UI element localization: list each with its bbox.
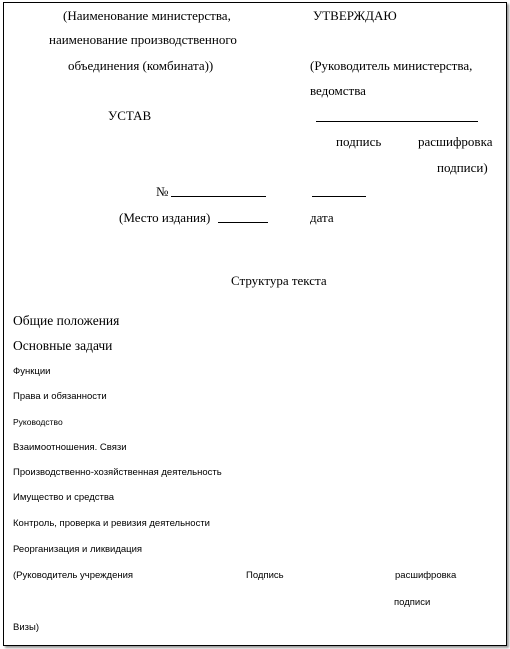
- section-item: Производственно-хозяйственная деятельность: [13, 467, 222, 478]
- charter-title: УСТАВ: [108, 108, 152, 123]
- section-item: Руководство: [13, 417, 63, 427]
- approval-line2: ведомства: [310, 83, 366, 98]
- section-item: Контроль, проверка и ревизия деятельности: [13, 518, 210, 529]
- section-item: Права и обязанности: [13, 391, 107, 402]
- place-line: [218, 222, 268, 223]
- signature-label: подпись: [336, 134, 382, 149]
- section-general: Общие положения: [13, 313, 120, 328]
- date-label: дата: [310, 210, 334, 225]
- decode-label-2: подписи): [437, 160, 488, 175]
- footer-decode-2: подписи: [394, 597, 431, 608]
- date-line: [312, 196, 366, 197]
- signature-line: [316, 121, 478, 122]
- section-item: Взаимоотношения. Связи: [13, 442, 127, 453]
- approval-title: УТВЕРЖДАЮ: [313, 8, 397, 23]
- number-label: №: [156, 184, 169, 199]
- footer-visas: Визы): [13, 622, 39, 633]
- section-item: Реорганизация и ликвидация: [13, 544, 143, 555]
- approval-line1: (Руководитель министерства,: [310, 58, 473, 73]
- place-label: (Место издания): [119, 210, 211, 225]
- structure-title: Структура текста: [231, 273, 327, 288]
- footer-signature: Подпись: [246, 570, 284, 581]
- footer-decode: расшифровка: [395, 570, 457, 581]
- footer-head: (Руководитель учреждения: [13, 570, 134, 581]
- ministry-name-line1: (Наименование министерства,: [63, 8, 231, 23]
- section-tasks: Основные задачи: [13, 338, 113, 353]
- number-line: [171, 196, 266, 197]
- section-item: Функции: [13, 366, 51, 377]
- ministry-name-line3: объединения (комбината)): [68, 58, 214, 73]
- section-item: Имущество и средства: [13, 492, 115, 503]
- ministry-name-line2: наименование производственного: [49, 32, 237, 47]
- decode-label: расшифровка: [418, 134, 493, 149]
